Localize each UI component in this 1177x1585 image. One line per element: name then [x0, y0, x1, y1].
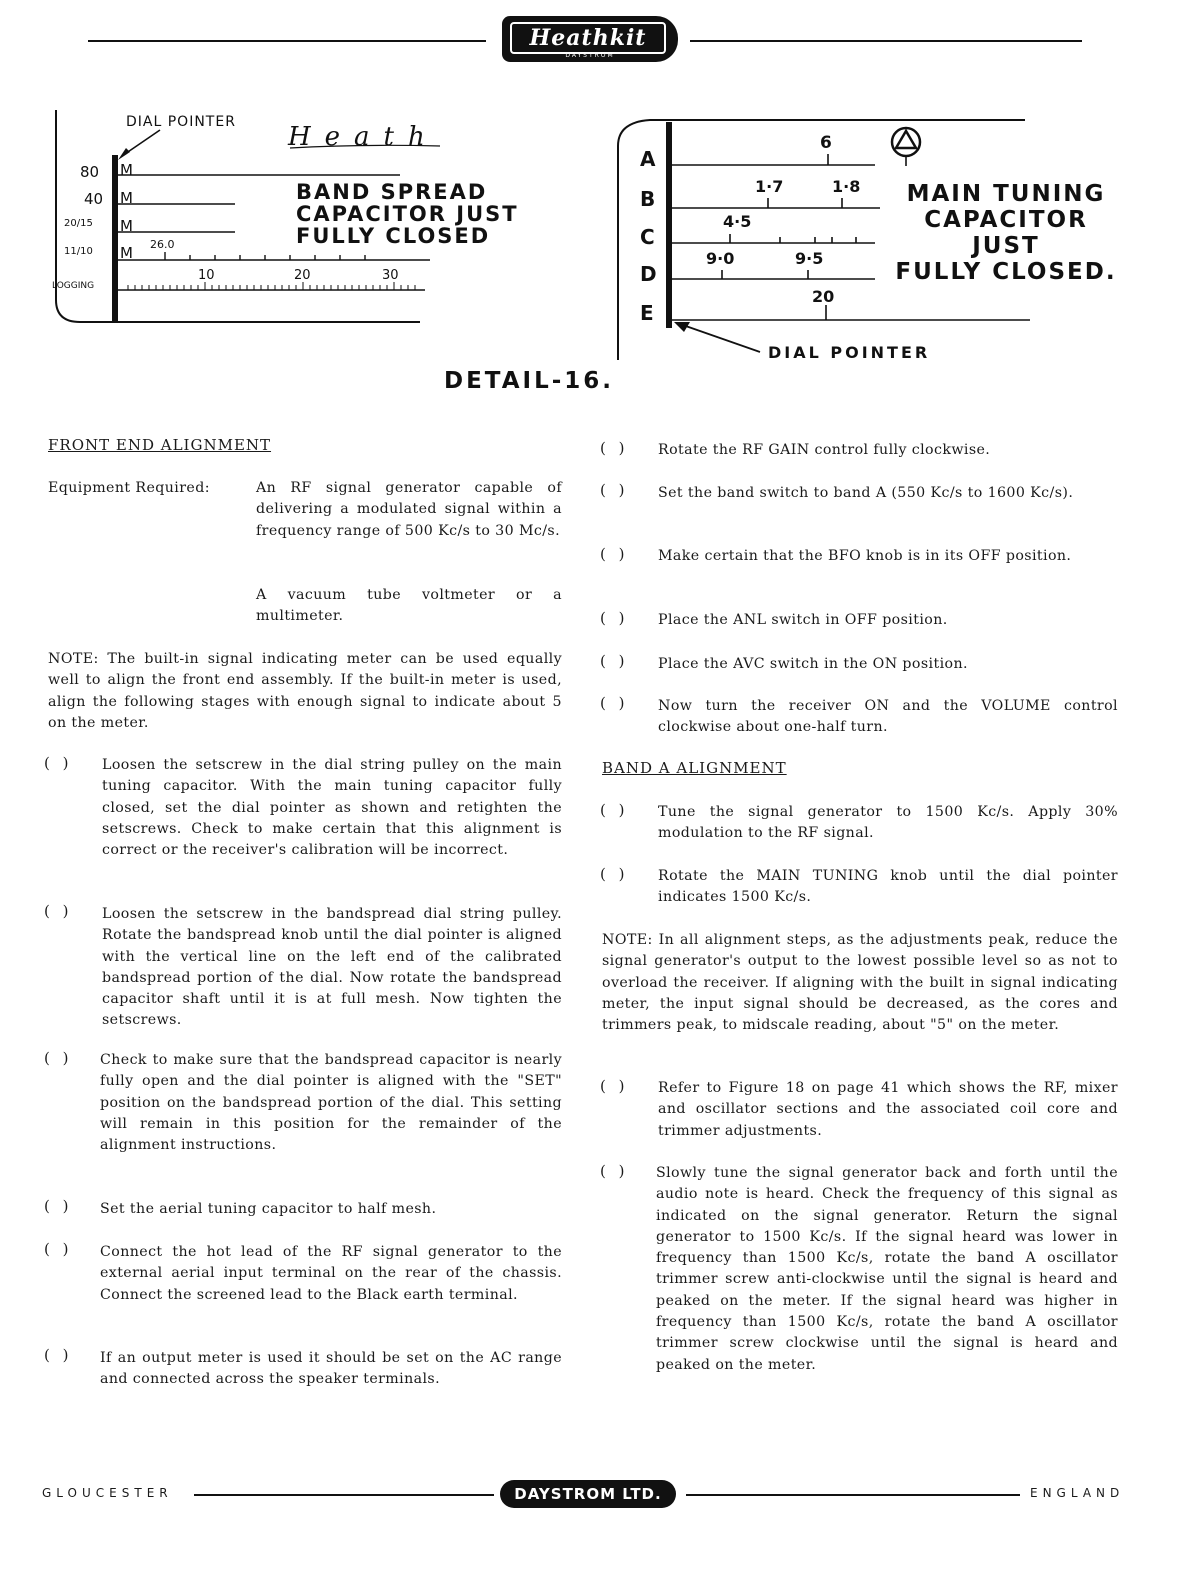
step-right-3: Make certain that the BFO knob is in its OFF position.: [658, 548, 1072, 564]
step-right-9: Refer to Figure 18 on page 41 which shows the RF, mixer and oscillator sections and the associated coil core and trimmer adjustments.: [658, 1080, 1118, 1139]
checkbox-left-4[interactable]: ( ): [44, 1197, 73, 1215]
step-right-6: Now turn the receiver ON and the VOLUME control clockwise about one-half turn.: [658, 698, 1118, 736]
logging-tick-20: 20: [294, 268, 311, 283]
checkbox-left-6[interactable]: ( ): [44, 1346, 73, 1364]
checkbox-right-4[interactable]: ( ): [600, 609, 629, 627]
step-right-4: Place the ANL switch in OFF position.: [658, 612, 948, 628]
checkbox-right-5[interactable]: ( ): [600, 652, 629, 670]
checkbox-right-3[interactable]: ( ): [600, 545, 629, 563]
step-left-5: Connect the hot lead of the RF signal generator to the external aerial input terminal on the rear of the chassis. Connect the screened lead to the Black earth terminal.: [100, 1244, 562, 1303]
note-left: NOTE: The built-in signal indicating meter can be used equally well to align the front end assembly. If the built-in meter is used, align the following stages with enough signal to indicate about 5 on the meter.: [48, 651, 562, 731]
logo-sub: DAYSTROM: [565, 52, 615, 59]
heathkit-logo: [502, 16, 678, 62]
checkbox-left-5[interactable]: ( ): [44, 1240, 73, 1258]
step-right-5: Place the AVC switch in the ON position.: [658, 656, 968, 672]
step-right-10: Slowly tune the signal generator back and forth until the audio note is heard. Check the frequency of this signal as indicated on the signal generator. Return the signal generator to 1500 Kc/s. If the signal heard was lower in frequency than 1500 Kc/s, rotate the band A oscillator trimmer screw anti-clockwise until the signal is heard and peaked on the meter. If the signal heard was higher in frequency than 1500 Kc/s, rotate the band A oscillator trimmer screw clockwise until the signal is heard and peaked on the meter.: [656, 1165, 1118, 1373]
footer-center-badge: DAYSTROM LTD.: [500, 1480, 676, 1508]
band-suffix-80: M: [120, 161, 133, 179]
equipment-label: Equipment Required:: [48, 480, 210, 496]
logging-tick-30: 30: [382, 268, 399, 283]
checkbox-left-1[interactable]: ( ): [44, 754, 73, 772]
logging-tick-10: 10: [198, 268, 215, 283]
header-rule-right: [690, 40, 1082, 42]
band-suffix-40: M: [120, 189, 133, 207]
equipment-1: An RF signal generator capable of delivering a modulated signal within a frequency range of 500 Kc/s to 30 Mc/s.: [256, 480, 562, 539]
equipment-2: A vacuum tube voltmeter or a multimeter.: [256, 587, 562, 625]
checkbox-right-7[interactable]: ( ): [600, 801, 629, 819]
band-suffix-11-10: M: [120, 244, 133, 262]
step-left-3: Check to make sure that the bandspread capacitor is nearly fully open and the dial pointer is aligned with the "SET" position on the bandspread portion of the dial. This setting will remain in this position for the remainder of the alignment instructions.: [100, 1052, 562, 1154]
footer-rule-left: [194, 1494, 494, 1496]
checkbox-right-6[interactable]: ( ): [600, 694, 629, 712]
row-label-c: C: [640, 225, 655, 249]
front-end-heading: FRONT END ALIGNMENT: [48, 436, 272, 454]
row-label-e: E: [640, 301, 654, 325]
checkbox-right-1[interactable]: ( ): [600, 439, 629, 457]
bandspread-pointer-label: DIAL POINTER: [126, 114, 236, 130]
step-right-2: Set the band switch to band A (550 Kc/s to 1600 Kc/s).: [658, 485, 1074, 501]
checkbox-left-2[interactable]: ( ): [44, 902, 73, 920]
bandspread-caption: BAND SPREAD CAPACITOR JUST FULLY CLOSED: [296, 180, 519, 248]
band-label-80: 80: [80, 163, 100, 181]
step-left-2: Loosen the setscrew in the bandspread dial string pulley. Rotate the bandspread knob until the dial pointer is aligned with the vertical line on the left end of the calibrated bandspread portion of the dial. Now rotate the bandspread capacitor shaft until it is at full mesh. Now tighten the setscrews.: [102, 906, 562, 1029]
row-label-b: B: [640, 187, 656, 211]
checkbox-right-9[interactable]: ( ): [600, 1077, 629, 1095]
band-label-20-15: 20/15: [64, 218, 93, 229]
set-label: 26.0: [150, 238, 175, 251]
header-rule-left: [88, 40, 486, 42]
mark-4-5: 4·5: [723, 212, 752, 231]
step-left-4: Set the aerial tuning capacitor to half mesh.: [100, 1201, 437, 1217]
checkbox-right-10[interactable]: ( ): [600, 1162, 629, 1180]
main-tuning-caption: MAIN TUNING CAPACITOR JUST FULLY CLOSED.: [895, 181, 1117, 285]
checkbox-right-2[interactable]: ( ): [600, 481, 629, 499]
band-label-11-10: 11/10: [64, 246, 93, 257]
handwritten-heath: Heath: [288, 122, 439, 152]
step-right-7: Tune the signal generator to 1500 Kc/s. Apply 30% modulation to the RF signal.: [658, 804, 1118, 842]
checkbox-right-8[interactable]: ( ): [600, 865, 629, 883]
row-label-d: D: [640, 262, 657, 286]
band-a-heading: BAND A ALIGNMENT: [602, 759, 787, 777]
detail-title: DETAIL-16.: [444, 368, 615, 394]
mark-20: 20: [812, 287, 835, 306]
footer-left: GLOUCESTER: [42, 1486, 173, 1500]
row-label-a: A: [640, 147, 656, 171]
step-right-8: Rotate the MAIN TUNING knob until the dial pointer indicates 1500 Kc/s.: [658, 868, 1118, 906]
band-label-40: 40: [84, 190, 104, 208]
band-suffix-20-15: M: [120, 217, 133, 235]
step-left-1: Loosen the setscrew in the dial string pulley on the main tuning capacitor. With the main tuning capacitor fully closed, set the dial pointer as shown and retighten the setscrews. Check to make certain that this alignment is correct or the receiver's calibration will be incorrect.: [102, 757, 562, 859]
logo-brand: Heathkit: [510, 22, 666, 54]
footer-right: ENGLAND: [1030, 1486, 1125, 1500]
logging-label: LOGGING: [52, 281, 95, 291]
mark-6: 6: [820, 133, 832, 153]
mark-1-8: 1·8: [832, 177, 861, 196]
checkbox-left-3[interactable]: ( ): [44, 1049, 73, 1067]
footer-rule-right: [686, 1494, 1020, 1496]
main-pointer-label: DIAL POINTER: [768, 343, 931, 362]
mark-1-7: 1·7: [755, 177, 784, 196]
step-left-6: If an output meter is used it should be set on the AC range and connected across the speaker terminals.: [100, 1350, 562, 1388]
note-right: NOTE: In all alignment steps, as the adjustments peak, reduce the signal generator's output to the lowest possible level so as not to overload the receiver. If aligning with the built in signal indicating meter, the input signal should be decreased, as the cores and trimmers peak, to midscale reading, about "5" on the meter.: [602, 932, 1118, 1034]
mark-9-0: 9·0: [706, 249, 735, 268]
mark-9-5: 9·5: [795, 249, 824, 268]
step-right-1: Rotate the RF GAIN control fully clockwise.: [658, 442, 991, 458]
